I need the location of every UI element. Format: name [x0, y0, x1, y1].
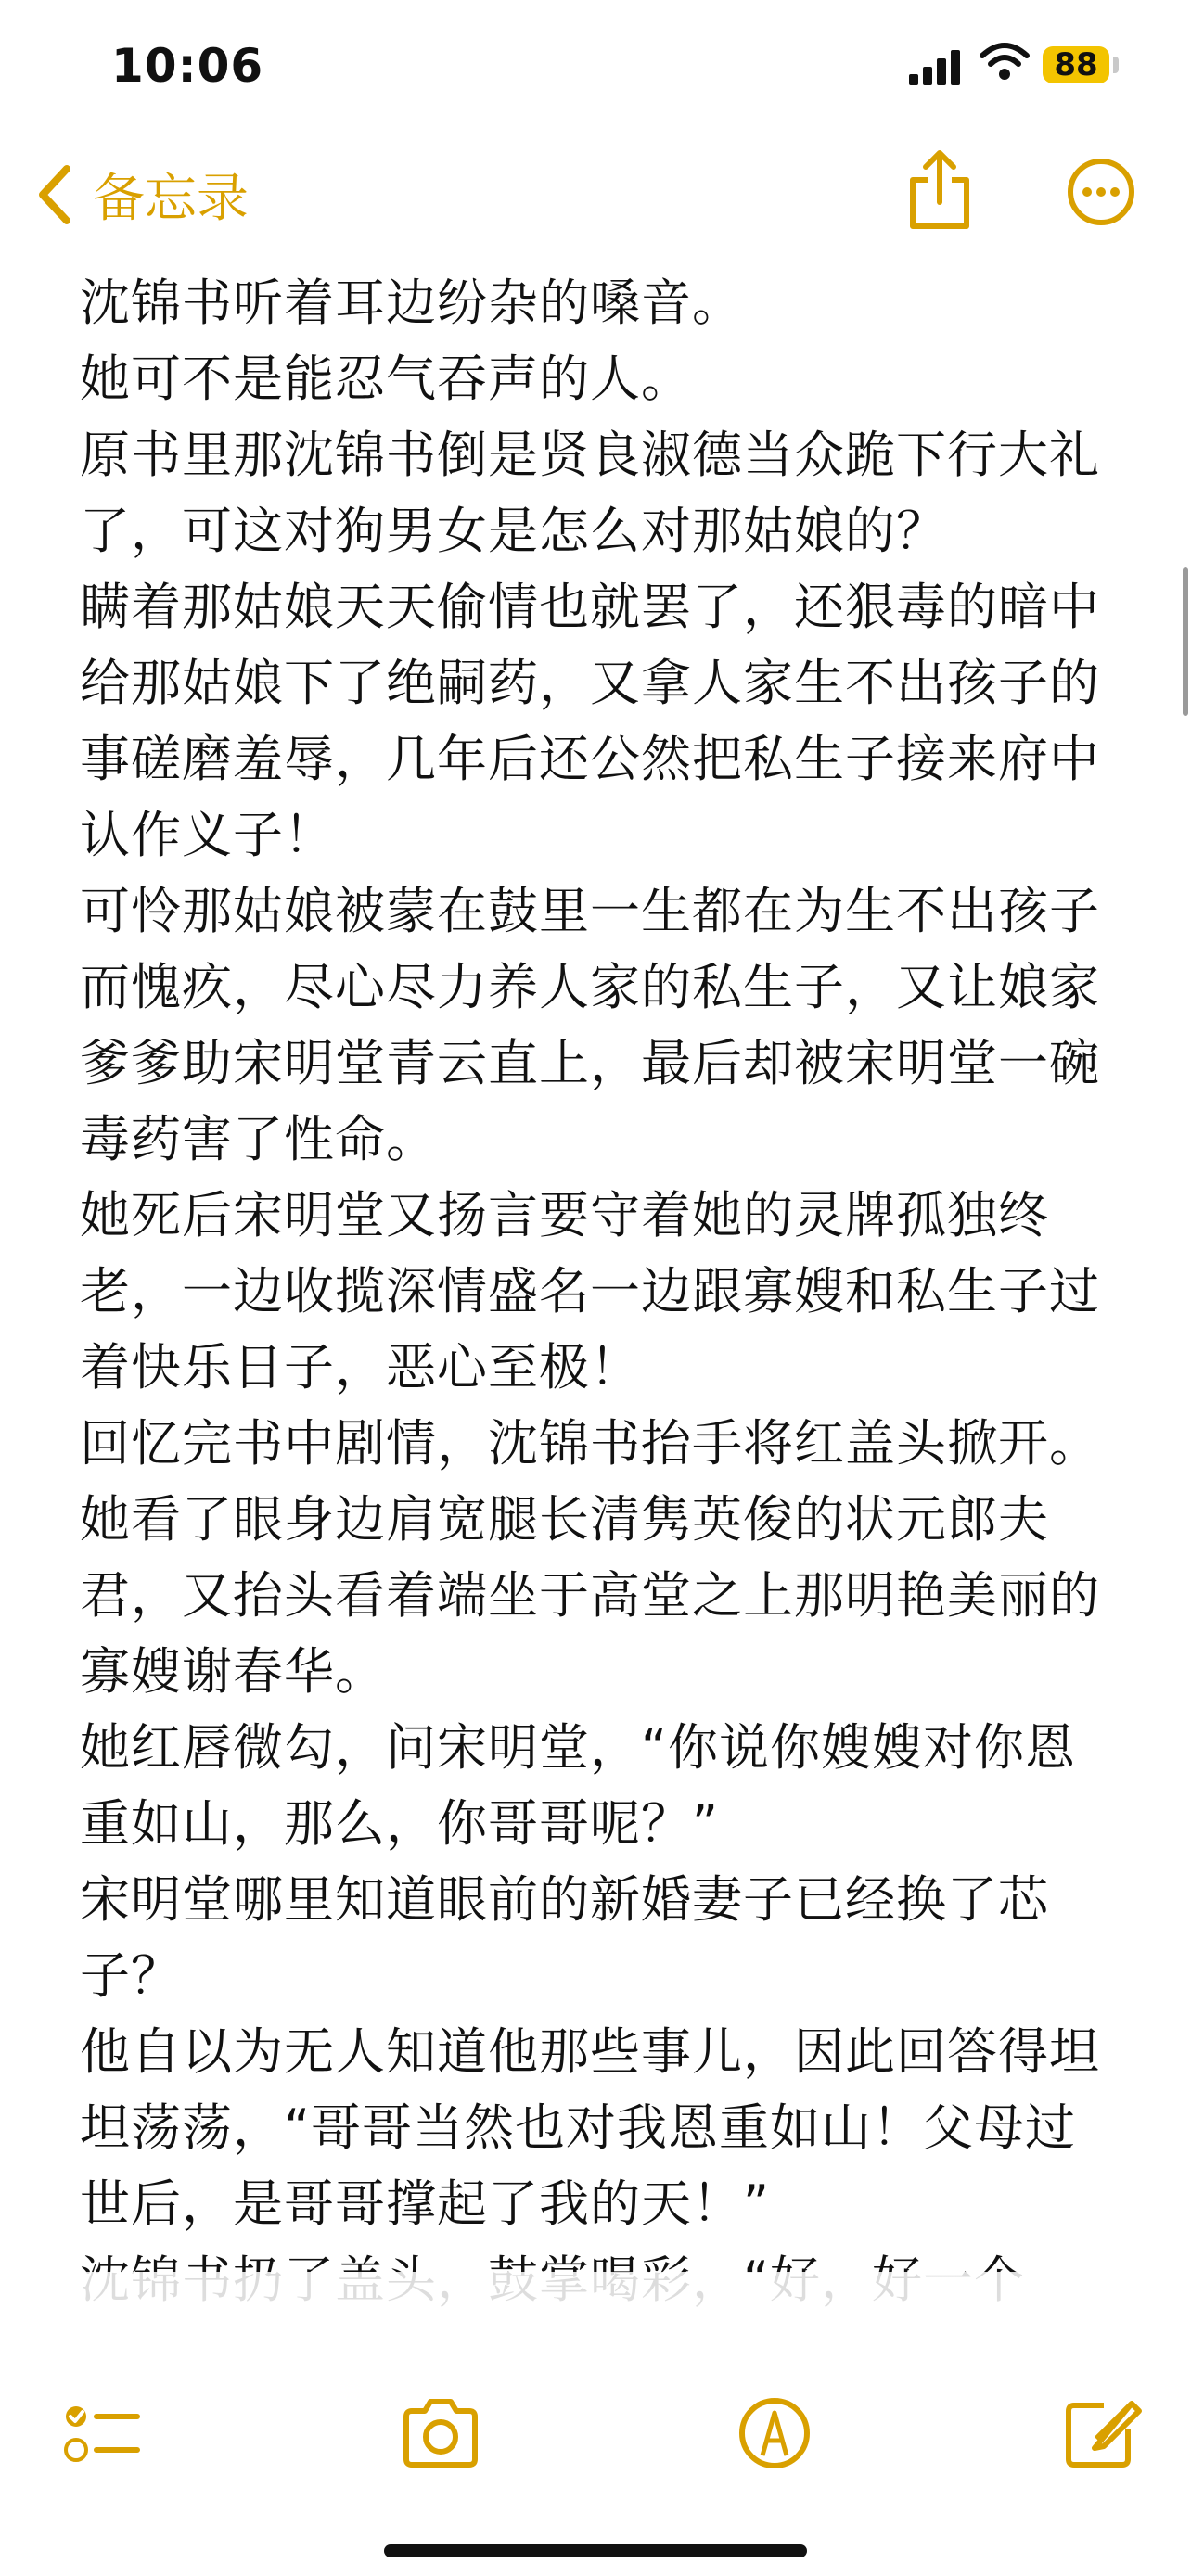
navigation-bar [0, 139, 1191, 260]
note-paragraph: 沈锦书听着耳边纷杂的嗓音。 [80, 274, 743, 332]
note-paragraph: 回忆完书中剧情，沈锦书抬手将红盖头掀开。 [80, 1414, 1100, 1473]
note-body[interactable] [80, 265, 1119, 2318]
checklist-icon[interactable] [58, 2396, 141, 2470]
note-paragraph: 他自以为无人知道他那些事儿，因此回答得坦坦荡荡，“哥哥当然也对我恩重如山！父母过世后，是哥哥撑起了我的天！” [80, 2022, 1100, 2233]
share-icon[interactable] [907, 148, 972, 232]
note-paragraph: 可怜那姑娘被蒙在鼓里一生都在为生不出孩子而愧疚，尽心尽力养人家的私生子，又让娘家爹爹助宋明堂青云直上，最后却被宋明堂一碗毒药害了性命。 [80, 882, 1100, 1168]
battery-tip [1113, 57, 1119, 73]
note-paragraph: 她红唇微勾，问宋明堂，“你说你嫂嫂对你恩重如山，那么，你哥哥呢？” [80, 1718, 1076, 1853]
home-indicator[interactable] [384, 2544, 807, 2557]
ellipsis-circle-icon[interactable] [1067, 158, 1135, 226]
note-paragraph: 她可不是能忍气吞声的人。 [80, 350, 692, 408]
note-paragraph: 宋明堂哪里知道眼前的新婚妻子已经换了芯子？ [80, 1870, 1049, 2005]
note-paragraph: 瞒着那姑娘天天偷情也就罢了，还狠毒的暗中给那姑娘下了绝嗣药，又拿人家生不出孩子的事磋磨羞辱，几年后还公然把私生子接来府中认作义子！ [80, 578, 1100, 864]
back-button[interactable] [33, 158, 249, 232]
status-bar [0, 0, 1191, 130]
status-time: 10:06 [111, 39, 264, 93]
bottom-toolbar [0, 2383, 1191, 2485]
compose-icon[interactable] [1061, 2396, 1145, 2470]
note-paragraph: 原书里那沈锦书倒是贤良淑德当众跪下行大礼了，可这对狗男女是怎么对那姑娘的？ [80, 426, 1100, 560]
markup-pen-icon[interactable] [733, 2396, 816, 2470]
cellular-signal-icon [909, 48, 965, 85]
wifi-icon [979, 41, 1031, 82]
camera-icon[interactable] [399, 2396, 482, 2470]
chevron-left-icon [33, 161, 76, 228]
note-paragraph: 她死后宋明堂又扬言要守着她的灵牌孤独终老，一边收揽深情盛名一边跟寡嫂和私生子过着快乐日子，恶心至极！ [80, 1186, 1100, 1396]
battery-level: 88 [1043, 46, 1109, 83]
note-paragraph: 她看了眼身边肩宽腿长清隽英俊的状元郎夫君，又抬头看着端坐于高堂之上那明艳美丽的寡嫂谢春华。 [80, 1490, 1100, 1701]
back-label: 备忘录 [93, 169, 249, 229]
vertical-scrollbar[interactable] [1183, 567, 1188, 716]
